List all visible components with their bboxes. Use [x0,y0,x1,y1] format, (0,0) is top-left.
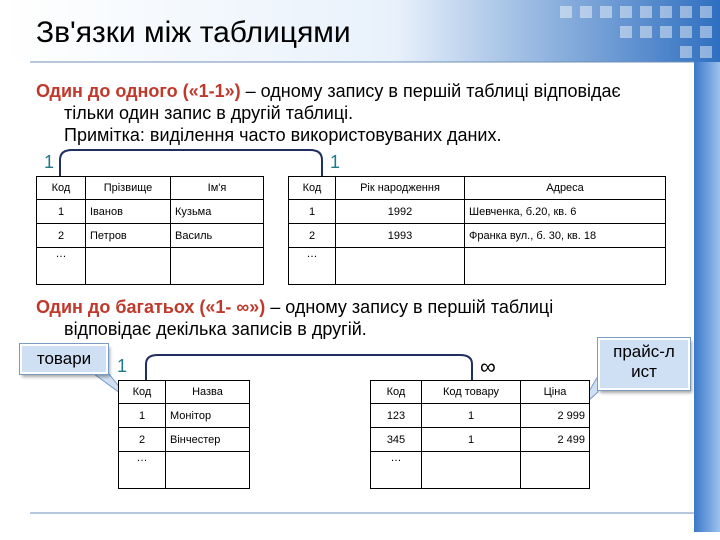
infinity-symbol: ∞ [480,354,496,379]
details-table [288,176,666,285]
table-cell: 1 [422,428,521,452]
column-header: Ім'я [171,177,264,200]
table-row [119,452,250,489]
table-cell [465,248,666,285]
table-cell: 2 [119,428,166,452]
table-cell: Вінчестер [166,428,250,452]
one-to-many-paragraph [36,296,553,340]
table-row [37,200,264,224]
column-header: Рік народження [336,177,465,200]
callout-goods: товари [20,344,108,374]
table-header-row [371,381,590,404]
table-cell: … [37,248,86,285]
table-cell: 1 [37,200,86,224]
column-header: Код товару [422,381,521,404]
one-to-many-heading: Один до багатьох («1- ∞») [36,297,266,317]
table-cell: 2 499 [521,428,590,452]
table-cell [422,452,521,489]
one-to-one-connector [60,150,322,176]
table-row [371,428,590,452]
table-cell: … [119,452,166,489]
table-row [289,224,666,248]
column-header: Прізвище [86,177,171,200]
table-cell [171,248,264,285]
table-row [289,200,666,224]
callout-price-list [598,338,690,390]
table-row [119,404,250,428]
column-header: Назва [166,381,250,404]
table-row [119,428,250,452]
table-cell: 2 [37,224,86,248]
one-to-one-right-number: 1 [330,152,341,172]
column-header: Код [289,177,336,200]
callout-price-list-line1: прайс-л [613,342,675,361]
table-cell [336,248,465,285]
price-list-table [370,380,590,489]
table-cell [521,452,590,489]
one-to-one-paragraph [36,80,621,146]
goods-table [118,380,250,489]
table-header-row [37,177,264,200]
table-cell: 345 [371,428,422,452]
table-cell: … [289,248,336,285]
table-row [289,248,666,285]
persons-table [36,176,264,285]
table-cell: 1992 [336,200,465,224]
callout-price-list-line2: ист [631,362,657,381]
table-row [371,404,590,428]
one-to-many-left-number: 1 [117,356,128,376]
one-to-many-connector [146,355,472,380]
table-header-row [119,381,250,404]
column-header: Код [371,381,422,404]
one-to-many-line2: відповідає декілька записів в другій. [64,319,367,339]
column-header: Код [37,177,86,200]
one-to-one-line2: тільки один запис в другій таблиці. [64,103,354,123]
table-cell: Шевченка, б.20, кв. 6 [465,200,666,224]
table-cell: Петров [86,224,171,248]
one-to-one-text: – одному запису в першій таблиці відповідає [240,81,621,101]
table-header-row [289,177,666,200]
table-cell: Василь [171,224,264,248]
column-header: Адреса [465,177,666,200]
one-to-one-note: Примітка: виділення часто використовуваних даних. [64,125,502,145]
table-row [371,452,590,489]
column-header: Код [119,381,166,404]
table-cell: Кузьма [171,200,264,224]
one-to-one-left-number: 1 [44,152,55,172]
table-cell: 1993 [336,224,465,248]
column-header: Ціна [521,381,590,404]
table-cell: 1 [119,404,166,428]
table-row [37,248,264,285]
table-cell: Монітор [166,404,250,428]
table-cell: Іванов [86,200,171,224]
table-cell: 123 [371,404,422,428]
table-cell: 1 [289,200,336,224]
table-cell: 2 999 [521,404,590,428]
table-row [37,224,264,248]
one-to-many-text: – одному запису в першій таблиці [265,297,554,317]
one-to-one-heading: Один до одного («1-1») [36,81,241,101]
table-cell [166,452,250,489]
table-cell: 2 [289,224,336,248]
table-cell [86,248,171,285]
table-cell: 1 [422,404,521,428]
page-title: Зв'язки між таблицями [36,16,351,49]
table-cell: … [371,452,422,489]
table-cell: Франка вул., б. 30, кв. 18 [465,224,666,248]
